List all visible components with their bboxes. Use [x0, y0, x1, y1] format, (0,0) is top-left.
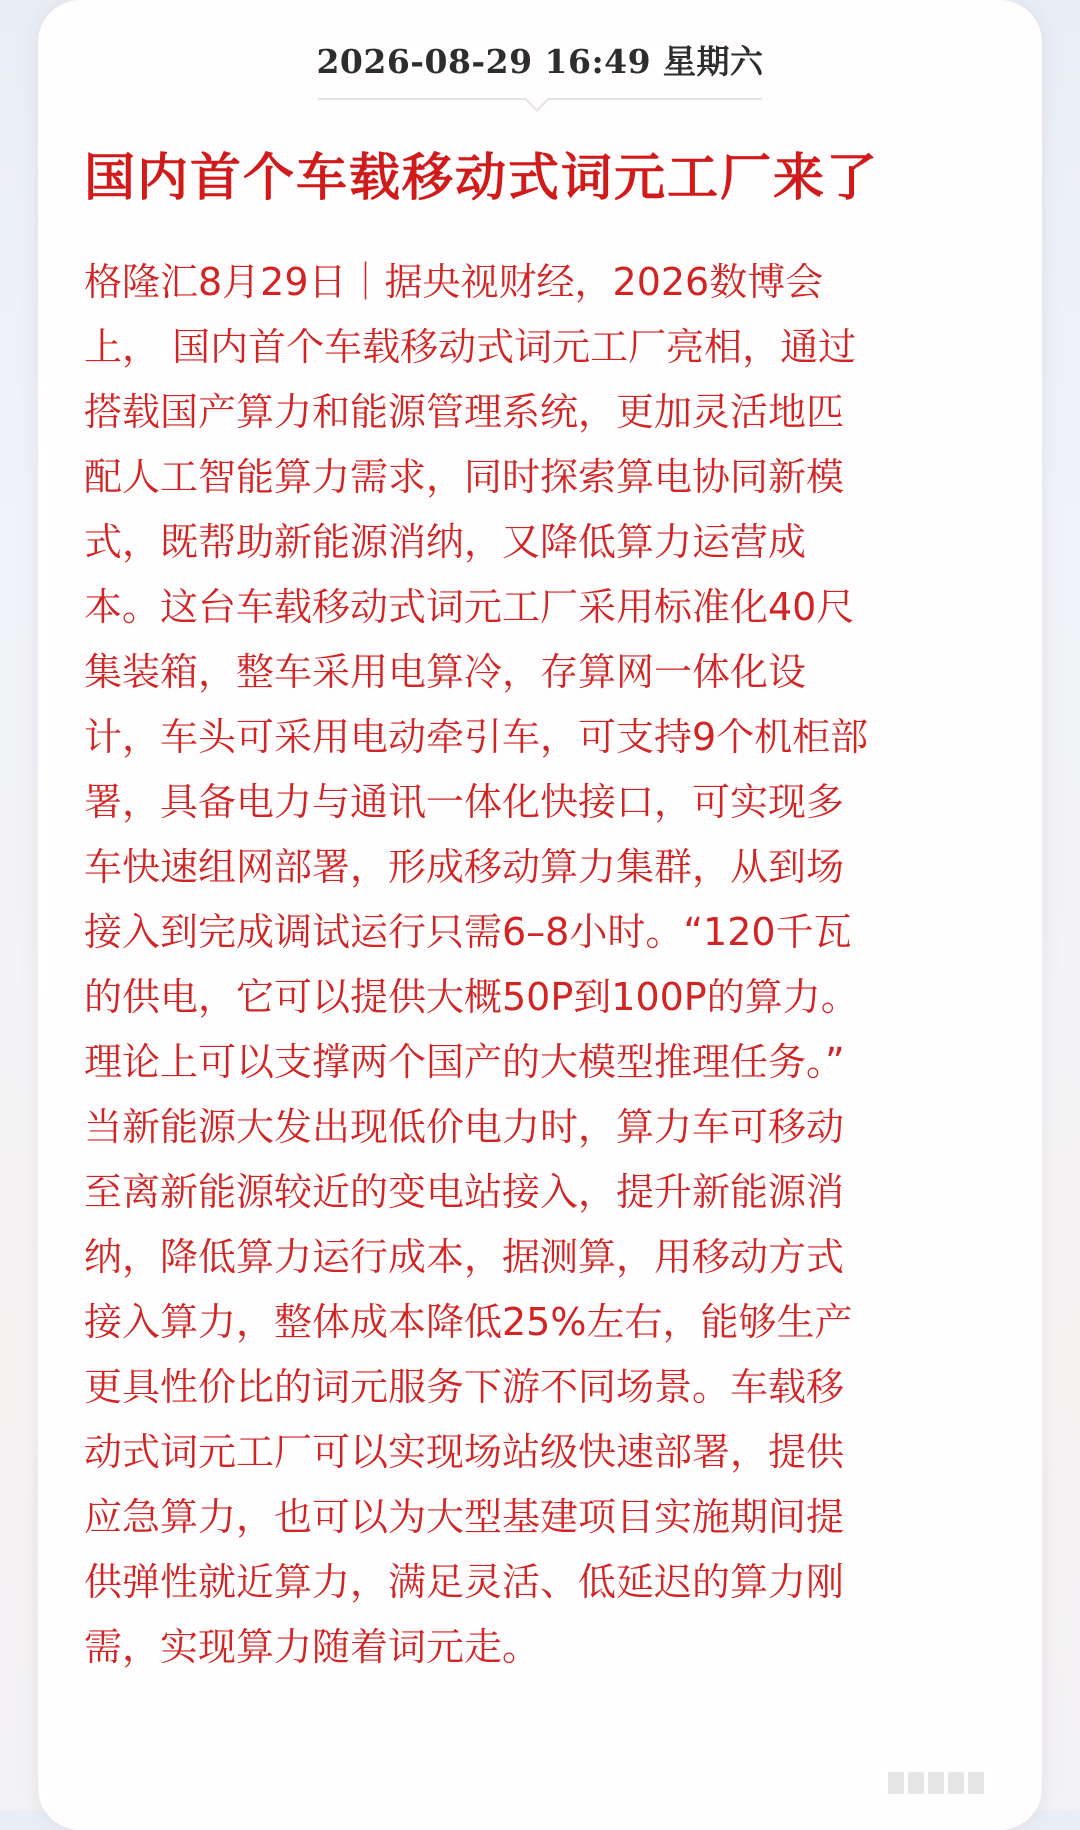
body-line: 的供电，它可以提供大概50P到100P的算力。	[84, 975, 859, 1019]
body-line: 需，实现算力随着词元走。	[84, 1625, 541, 1669]
divider-notch-icon	[524, 86, 549, 111]
body-line: 配人工智能算力需求，同时探索算电协同新模	[84, 455, 845, 499]
body-line: 格隆汇8月29日｜据央视财经，2026数博会	[84, 260, 824, 304]
body-line: 更具性价比的词元服务下游不同场景。车载移	[84, 1365, 845, 1409]
body-line: 应急算力，也可以为大型基建项目实施期间提	[84, 1495, 845, 1539]
body-line: 计，车头可采用电动牵引车，可支持9个机柜部	[84, 715, 869, 759]
body-line: 接入算力，整体成本降低25%左右，能够生产	[84, 1300, 853, 1344]
article-card	[38, 0, 1042, 1830]
body-line: 接入到完成调试运行只需6–8小时。“120千瓦	[84, 910, 852, 954]
body-line: 至离新能源较近的变电站接入，提升新能源消	[84, 1170, 845, 1214]
scroll-indicator[interactable]	[888, 1772, 984, 1794]
body-line: 式，既帮助新能源消纳，又降低算力运营成	[84, 520, 807, 564]
body-line: 纳，降低算力运行成本，据测算，用移动方式	[84, 1235, 845, 1279]
body-line: 车快速组网部署，形成移动算力集群，从到场	[84, 845, 845, 889]
article-headline: 国内首个车载移动式词元工厂来了	[84, 148, 880, 208]
body-line: 动式词元工厂可以实现场站级快速部署，提供	[84, 1430, 845, 1474]
body-line: 集装箱，整车采用电算冷，存算网一体化设	[84, 650, 807, 694]
body-line: 理论上可以支撑两个国产的大模型推理任务。”	[84, 1040, 845, 1084]
body-line: 上， 国内首个车载移动式词元工厂亮相，通过	[84, 325, 857, 369]
date-header	[38, 36, 1042, 83]
publish-datetime: 2026-08-29 16:49 星期六	[316, 42, 764, 81]
body-line: 署，具备电力与通讯一体化快接口，可实现多	[84, 780, 845, 824]
body-line: 供弹性就近算力，满足灵活、低延迟的算力刚	[84, 1560, 845, 1604]
body-line: 本。这台车载移动式词元工厂采用标准化40尺	[84, 585, 855, 629]
body-line: 当新能源大发出现低价电力时，算力车可移动	[84, 1105, 845, 1149]
article-body	[84, 250, 994, 1680]
body-line: 搭载国产算力和能源管理系统，更加灵活地匹	[84, 390, 845, 434]
